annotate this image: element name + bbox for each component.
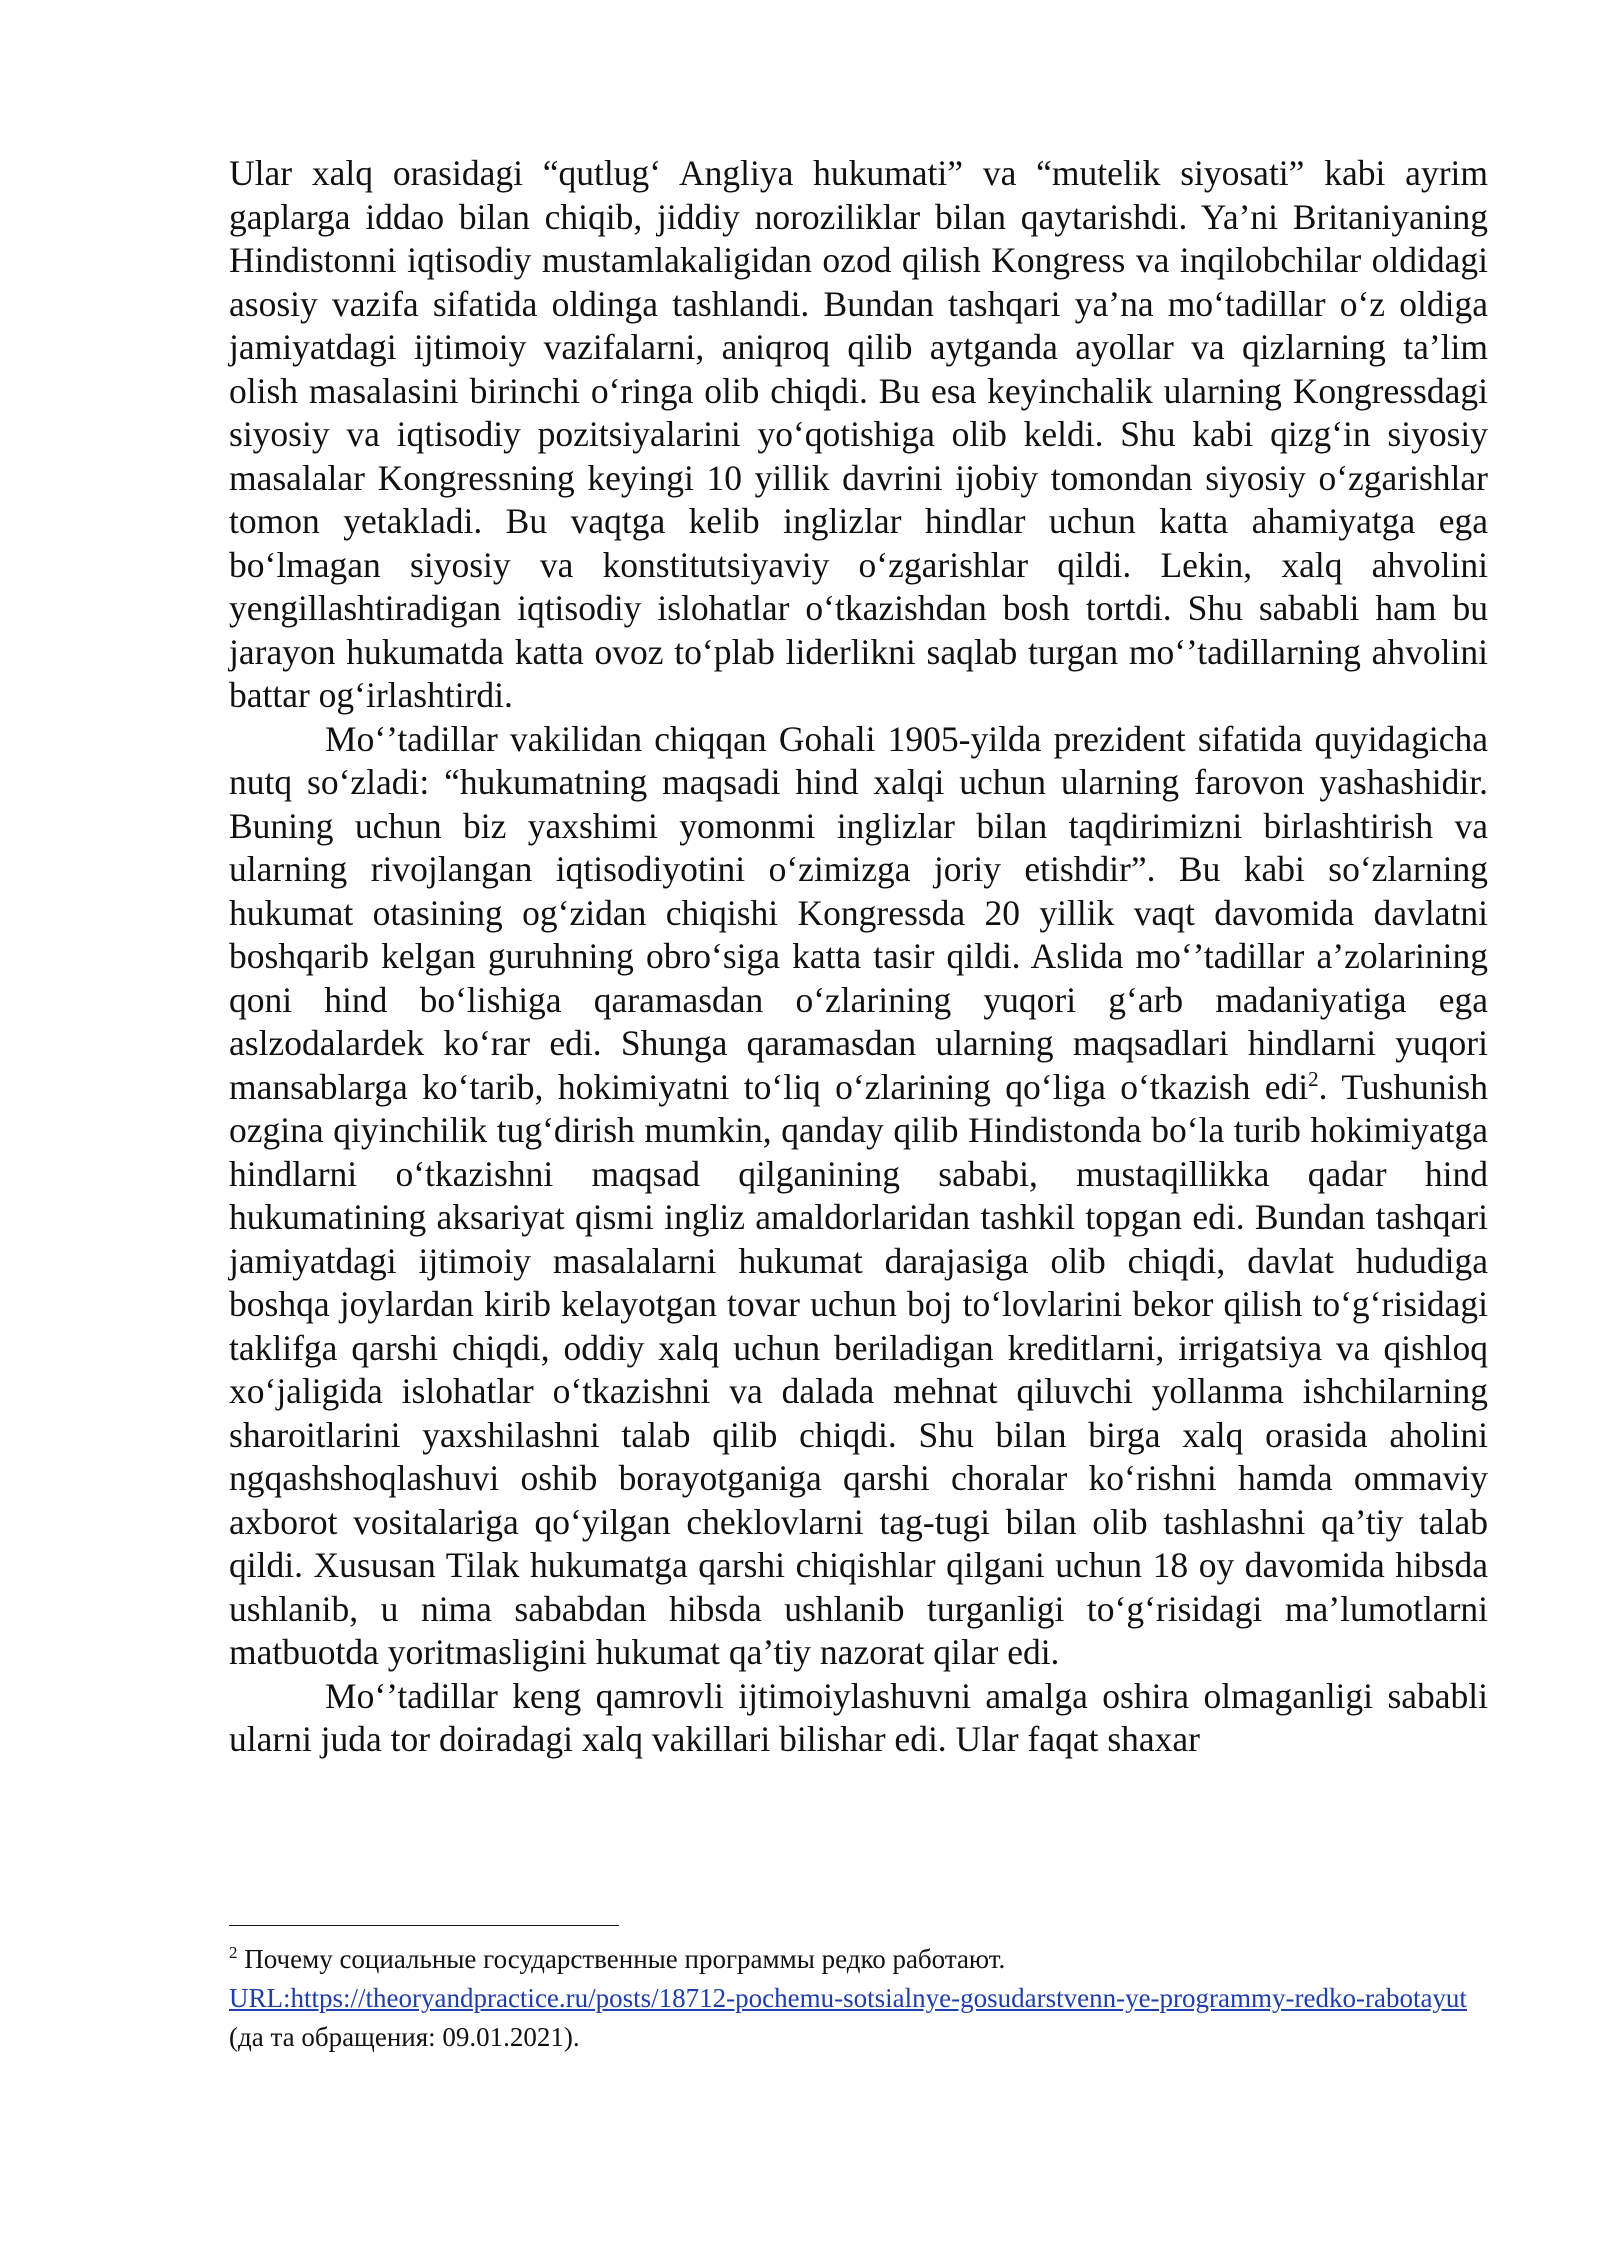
footnote-reference[interactable]: 2 <box>1308 1066 1319 1091</box>
footnote <box>229 1940 1488 2057</box>
footnote-separator <box>229 1925 619 1926</box>
footnote-access-date: (да та обращения: 09.01.2021). <box>229 2022 580 2052</box>
paragraph-2-text-after-footnote: . Tushunish ozgina qiyinchilik tug‘dirish mumkin, qanday qilib Hindistonda bo‘la turib hokimiyatga hindlarni o‘tkazishni maqsad qilganining sababi, mustaqillikka qadar hind hukumatining aksariyat qismi ingliz amaldorlaridan tashkil topgan edi. Bundan tashqari jamiyatdagi ijtimoiy masalalarni hukumat darajasiga olib chiqdi, davlat hududiga boshqa joylardan kirib kelayotgan tovar uchun boj to‘lovlarini bekor qilish to‘g‘risidagi taklifga qarshi chiqdi, oddiy xalq uchun beriladigan kreditlarni, irrigatsiya va qishloq xo‘jaligida islohatlar o‘tkazishni va dalada mehnat qiluvchi yollanma ishchilarning sharoitlarini yaxshilashni talab qilib chiqdi. Shu bilan birga xalq orasida aholini ngqashshoqlashuvi oshib borayotganiga qarshi choralar ko‘rishni hamda ommaviy axborot vositalariga qo‘yilgan cheklovlarni tag-tugi bilan olib tashlashni qa’tiy talab qildi. Xususan Tilak hukumatga qarshi chiqishlar qilgani uchun 18 oy davomida hibsda ushlanib, u nima sababdan hibsda ushlanib turganligi to‘g‘risidagi ma’lumotlarni matbuotda yoritmasligini hukumat qa’tiy nazorat qilar edi. <box>229 1066 1488 1672</box>
footnote-text: Почему социальные государственные программы редко работают. <box>237 1944 1006 1974</box>
paragraph-3: Mo‘’tadillar keng qamrovli ijtimoiylashuvni amalga oshira olmaganligi sababli ularni juda tor doiradagi xalq vakillari bilishar edi. Ular faqat shaxar <box>229 1675 1488 1759</box>
footnote-mark: 2 <box>229 1943 238 1962</box>
body-text <box>229 152 1488 1762</box>
paragraph-2 <box>229 718 1488 1675</box>
paragraph-2-text-before-footnote: Mo‘’tadillar vakilidan chiqqan Gohali 1905-yilda prezident sifatida quyidagicha nutq so‘zladi: “hukumatning maqsadi hind xalqi uchun ularning farovon yashashidir. Buning uchun biz yaxshimi yomonmi inglizlar bilan taqdirimizni birlashtirish va ularning rivojlangan iqtisodiyotini o‘zimizga joriy etishdir”. Bu kabi so‘zlarning hukumat otasining og‘zidan chiqishi Kongressda 20 yillik vaqt davomida davlatni boshqarib kelgan guruhning obro‘siga katta tasir qildi. Aslida mo‘’tadillar a’zolarining qoni hind bo‘lishiga qaramasdan o‘zlarining yuqori g‘arb madaniyatiga ega aslzodalardek ko‘rar edi. Shunga qaramasdan ularning maqsadlari hindlarni yuqori mansablarga ko‘tarib, hokimiyatni to‘liq o‘zlarining qo‘liga o‘tkazish edi <box>229 718 1488 1107</box>
footnote-link[interactable]: URL:https://theoryandpractice.ru/posts/18712-pochemu-sotsialnye-gosudarstvenn-ye-programmy-redko-rabotayut <box>229 1983 1467 2013</box>
paragraph-1: Ular xalq orasidagi “qutlug‘ Angliya hukumati” va “mutelik siyosati” kabi ayrim gaplarga iddao bilan chiqib, jiddiy noroziliklar bilan qaytarishdi. Ya’ni Britaniyaning Hindistonni iqtisodiy mustamlakaligidan ozod qilish Kongress va inqilobchilar oldidagi asosiy vazifa sifatida oldinga tashlandi. Bundan tashqari ya’na mo‘tadillar o‘z oldiga jamiyatdagi ijtimoiy vazifalarni, aniqroq qilib aytganda ayollar va qizlarning ta’lim olish masalasini birinchi o‘ringa olib chiqdi. Bu esa keyinchalik ularning Kongressdagi siyosiy va iqtisodiy pozitsiyalarini yo‘qotishiga olib keldi. Shu kabi qizg‘in siyosiy masalalar Kongressning keyingi 10 yillik davrini ijobiy tomondan siyosiy o‘zgarishlar tomon yetakladi. Bu vaqtga kelib inglizlar hindlar uchun katta ahamiyatga ega bo‘lmagan siyosiy va konstitutsiyaviy o‘zgarishlar qildi. Lekin, xalq ahvolini yengillashtiradigan iqtisodiy islohatlar o‘tkazishdan bosh tortdi. Shu sababli ham bu jarayon hukumatda katta ovoz to‘plab liderlikni saqlab turgan mo‘’tadillarning ahvolini battar og‘irlashtirdi. <box>229 153 1488 715</box>
